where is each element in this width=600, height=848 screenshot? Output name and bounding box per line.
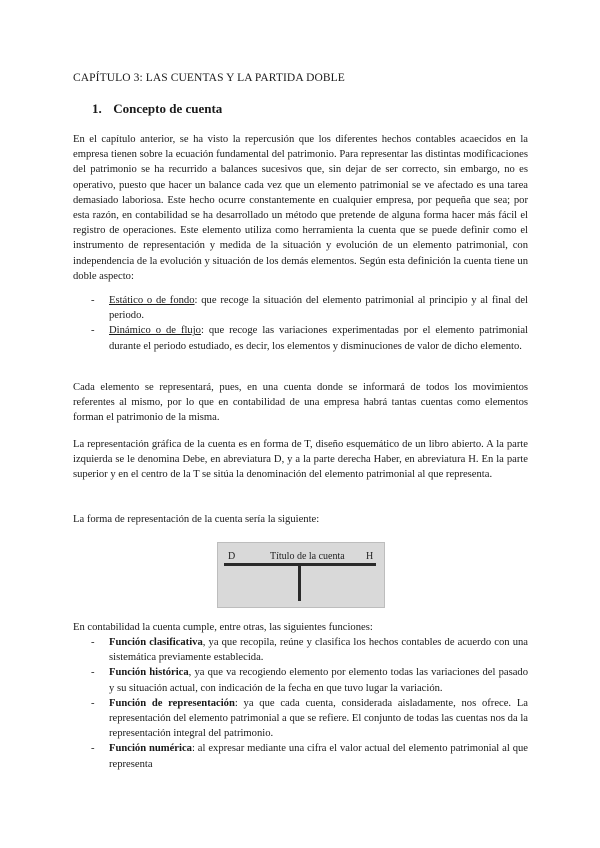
aspect-text: : que recoge la situación del elemento patrimonial al principio y al final del periodo. <box>109 295 528 322</box>
debit-label: D <box>228 551 236 562</box>
figure-intro-paragraph: La forma de representación de la cuenta sería la siguiente: <box>73 514 320 525</box>
function-text: , ya que recopila, reúne y clasifica los hechos contables de acuerdo con una sistemática previamente establecida. <box>109 637 528 664</box>
t-account-figure <box>217 542 385 608</box>
section-title: Concepto de cuenta <box>113 101 223 116</box>
list-item <box>73 323 528 353</box>
list-item <box>73 665 528 695</box>
chapter-title: CAPÍTULO 3: LAS CUENTAS Y LA PARTIDA DOBLE <box>73 72 345 84</box>
function-text: , ya que va recogiendo elemento por elemento todas las variaciones del pasado y su situación actual, con indicación de la fecha en que tuvo lugar la variación. <box>109 667 528 694</box>
aspect-term: Estático o de fondo <box>109 295 195 306</box>
list-dash: - <box>91 743 95 755</box>
function-term: Función histórica <box>109 667 189 679</box>
t-vertical-stem <box>298 565 301 601</box>
function-term: Función de representación <box>109 697 235 709</box>
intro-paragraph: En el capítulo anterior, se ha visto la repercusión que los diferentes hechos contables acaecidos en la empresa tienen sobre la ecuación fundamental del patrimonio. Para representar las distintas modificaciones del patrimonio se ha recurrido a balances sucesivos que, sin dejar de ser correcto, sin embargo, no es operativo, puesto que hacer un balance cada vez que un elemento patrimonial se ve afectado es una tarea demasiado laboriosa. Este hecho ocurre constantemente en cualquier empresa, por pequeña que sea; por esta razón, en contabilidad se ha desarrollado un método que pretende de alguna forma hacer más fácil el registro de operaciones. Este elemento utiliza como herramienta la cuenta que se puede definir como el instrumento de representación y medida de la situación y evolución de un elemento patrimonial, con independencia de la evolución y situación de los demás elementos. Según esta definición la cuenta tiene un doble aspecto: <box>73 134 528 282</box>
t-representation-paragraph: La representación gráfica de la cuenta es en forma de T, diseño esquemático de un libro abierto. A la parte izquierda se le denomina Debe, en abreviatura D, y a la parte derecha Haber, en abreviatura H. En la parte superior y en el centro de la T se sitúa la denominación del elemento patrimonial al que representa. <box>73 439 528 481</box>
list-dash: - <box>91 667 95 679</box>
functions-list <box>73 635 528 772</box>
list-item <box>73 293 528 323</box>
credit-label: H <box>366 551 374 562</box>
function-term: Función clasificativa <box>109 637 203 648</box>
list-dash: - <box>91 325 95 337</box>
list-dash: - <box>91 697 95 709</box>
account-title-label: Título de la cuenta <box>270 551 345 562</box>
aspect-text: : que recoge las variaciones experimentadas por el elemento patrimonial durante el periodo estudiado, es decir, los elementos y disminuciones de valor de dicho elemento. <box>109 325 528 352</box>
function-text: : al expresar mediante una cifra el valor actual del elemento patrimonial al que representa <box>109 743 528 770</box>
list-item <box>73 635 528 665</box>
function-text: : ya que cada cuenta, considerada aisladamente, nos ofrece. La representación del elemento patrimonial a que se refiere. El conjunto de todas las cuentas nos da la representación integral del patrimonio. <box>109 697 528 740</box>
elements-paragraph: Cada elemento se representará, pues, en una cuenta donde se informará de todos los movimientos referentes al mismo, por lo que en contabilidad de una empresa habrá tantas cuentas como elementos forman el patrimonio de la misma. <box>73 382 528 424</box>
list-item <box>73 741 528 771</box>
section-heading <box>92 101 222 117</box>
list-dash: - <box>91 637 95 648</box>
functions-intro-paragraph: En contabilidad la cuenta cumple, entre otras, las siguientes funciones: <box>73 622 373 633</box>
aspect-term: Dinámico o de flujo <box>109 325 201 337</box>
section-number: 1. <box>92 101 102 116</box>
function-term: Función numérica <box>109 743 192 755</box>
list-dash: - <box>91 295 95 306</box>
list-item <box>73 696 528 742</box>
aspects-list <box>73 293 528 354</box>
